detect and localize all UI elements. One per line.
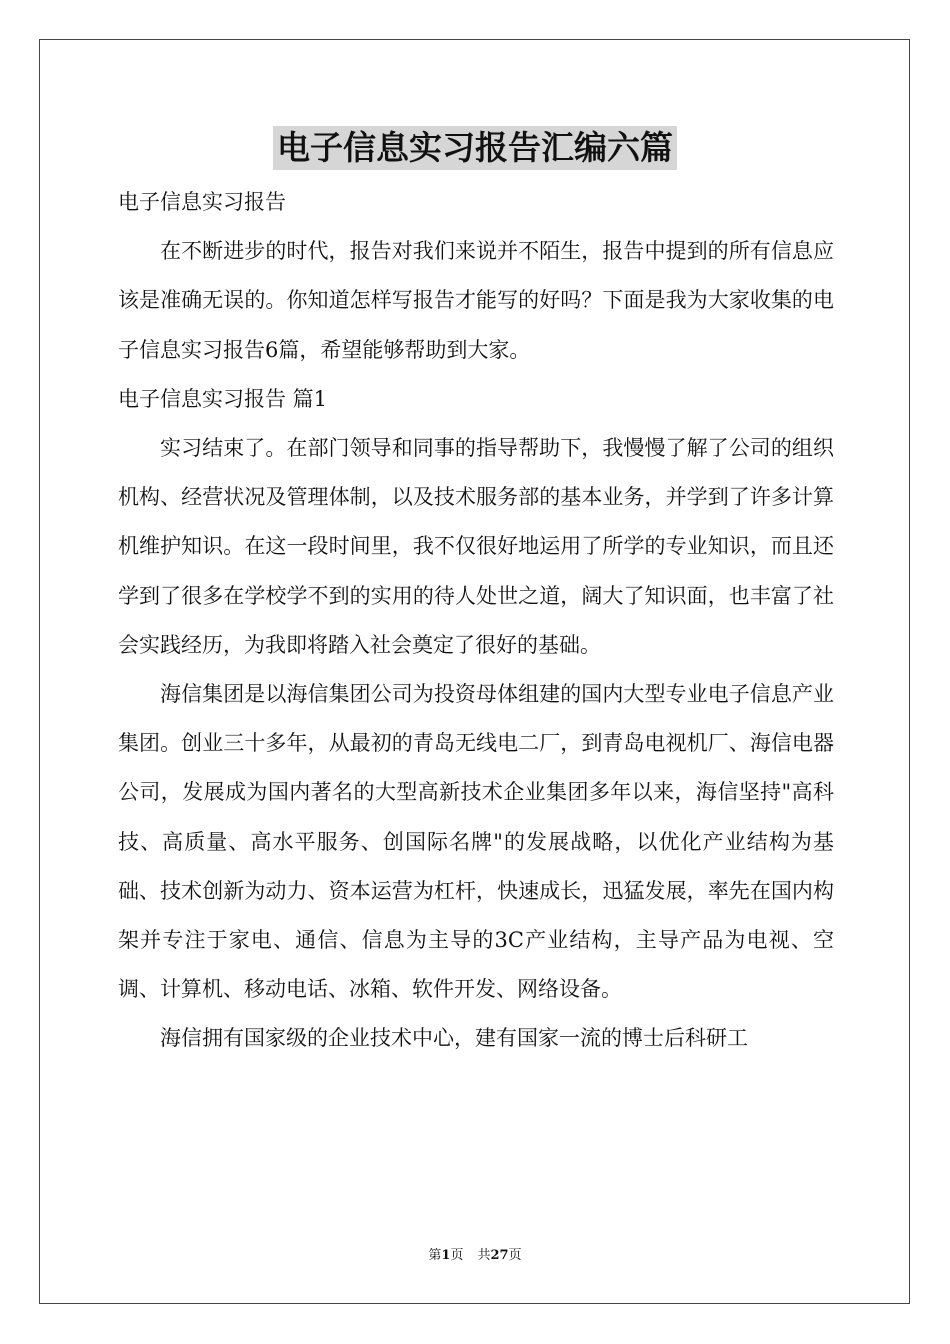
total-unit: 页 <box>508 1248 522 1263</box>
page-prefix: 第 <box>428 1248 442 1263</box>
title-container <box>0 126 950 170</box>
total-prefix: 共 <box>477 1248 491 1263</box>
intro-paragraph: 在不断进步的时代，报告对我们来说并不陌生，报告中提到的所有信息应该是准确无误的。你知道怎样写报告才能写的好吗？下面是我为大家收集的电子信息实习报告6篇，希望能够帮助到大家。 <box>118 239 834 362</box>
document-body <box>118 178 834 1064</box>
page-unit: 页 <box>450 1248 464 1263</box>
page-footer <box>0 1248 950 1264</box>
document-title: 电子信息实习报告汇编六篇 <box>273 126 677 170</box>
body-paragraph: 实习结束了。在部门领导和同事的指导帮助下，我慢慢了解了公司的组织机构、经营状况及管理体制，以及技术服务部的基本业务，并学到了许多计算机维护知识。在这一段时间里，我不仅很好地运用了所学的专业知识，而且还学到了很多在学校学不到的实用的待人处世之道，阔大了知识面，也丰富了社会实践经历，为我即将踏入社会奠定了很好的基础。 <box>118 436 834 657</box>
page-total: 27 <box>490 1248 509 1263</box>
body-paragraph: 海信拥有国家级的企业技术中心，建有国家一流的博士后科研工 <box>160 1026 748 1051</box>
section-heading-part-1: 电子信息实习报告 篇1 <box>118 386 328 411</box>
section-heading: 电子信息实习报告 <box>118 190 286 214</box>
body-paragraph: 海信集团是以海信集团公司为投资母体组建的国内大型专业电子信息产业集团。创业三十多年，从最初的青岛无线电二厂，到青岛电视机厂、海信电器公司，发展成为国内著名的大型高新技术企业集团多年以来，海信坚持"高科技、高质量、高水平服务、创国际名牌"的发展战略，以优化产业结构为基础、技术创新为动力、资本运营为杠杆，快速成长，迅猛发展，率先在国内构架并专注于家电、通信、信息为主导的3C产业结构，主导产品为电视、空调、计算机、移动电话、冰箱、软件开发、网络设备。 <box>118 682 834 1002</box>
page-number: 1 <box>441 1248 451 1263</box>
